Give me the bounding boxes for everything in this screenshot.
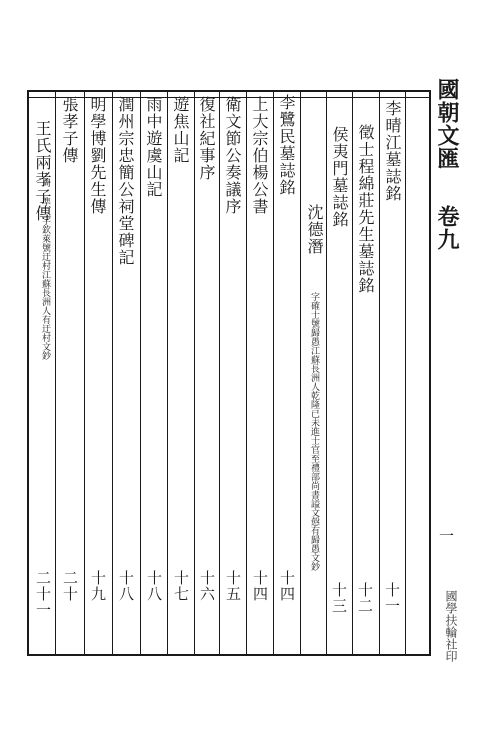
entry-title: 衛文節公奏議序 bbox=[223, 96, 242, 215]
entry-title: 潤州宗忠簡公祠堂碑記 bbox=[116, 96, 135, 266]
entry-page: 十四 bbox=[278, 570, 296, 602]
entry-title: 雨中遊虞山記 bbox=[144, 96, 163, 198]
entry-page: 十七 bbox=[172, 570, 190, 602]
entry-title: 上大宗伯楊公書 bbox=[250, 96, 269, 215]
entry-title: 沈德潛 bbox=[305, 204, 324, 255]
book-title: 國朝文匯 bbox=[434, 78, 460, 170]
leaf-number: 一 bbox=[437, 528, 455, 544]
entry-title: 復社紀事序 bbox=[197, 96, 216, 181]
column-rule bbox=[55, 90, 56, 656]
column-rule bbox=[84, 90, 85, 656]
entry-title: 李晴江墓誌銘 bbox=[383, 100, 402, 202]
entry-title: 李鷺民墓誌銘 bbox=[277, 94, 296, 196]
entry-page: 十二 bbox=[356, 582, 374, 614]
column-rule bbox=[300, 90, 301, 656]
column-rule bbox=[273, 90, 274, 656]
entry-page: 二十 bbox=[61, 570, 79, 602]
entry-title: 張孝子傳 bbox=[60, 96, 79, 164]
column-rule bbox=[219, 90, 220, 656]
column-rule bbox=[140, 90, 141, 656]
entry-title: 王氏兩孝子傳 bbox=[33, 120, 52, 222]
column-rule bbox=[112, 90, 113, 656]
entry-page: 十六 bbox=[198, 570, 216, 602]
entry-page: 十八 bbox=[117, 570, 135, 602]
column-rule bbox=[379, 90, 380, 656]
column-rule bbox=[405, 90, 406, 656]
entry-title: 遊焦山記 bbox=[171, 96, 190, 164]
column-rule bbox=[167, 90, 168, 656]
column-rule bbox=[246, 90, 247, 656]
column-rule bbox=[352, 90, 353, 656]
entry-page: 十九 bbox=[89, 570, 107, 602]
column-rule bbox=[326, 90, 327, 656]
entry-title: 徵士程綿莊先生墓誌銘 bbox=[356, 124, 375, 294]
entry-page: 二十一 bbox=[34, 570, 52, 618]
entry-page: 十一 bbox=[383, 582, 401, 614]
entry-page: 十五 bbox=[224, 570, 242, 602]
entry-title: 明學博劉先生傳 bbox=[88, 96, 107, 215]
entry-note: 字確士號歸愚江蘇長洲人乾隆已未進士官至禮部尚書謚文慤有歸愚文鈔 bbox=[309, 292, 319, 571]
column-rule bbox=[194, 90, 195, 656]
volume-label: 卷九 bbox=[434, 205, 460, 251]
entry-page: 十三 bbox=[330, 582, 348, 614]
entry-note: 周 準 字欽萊號迂村江蘇長洲人有迂村文鈔 bbox=[40, 178, 50, 360]
entry-page: 十四 bbox=[251, 570, 269, 602]
entry-page: 十八 bbox=[145, 570, 163, 602]
entry-title: 侯夷門墓誌銘 bbox=[330, 126, 349, 228]
publisher-imprint: 國學扶輪社印 bbox=[444, 590, 458, 662]
